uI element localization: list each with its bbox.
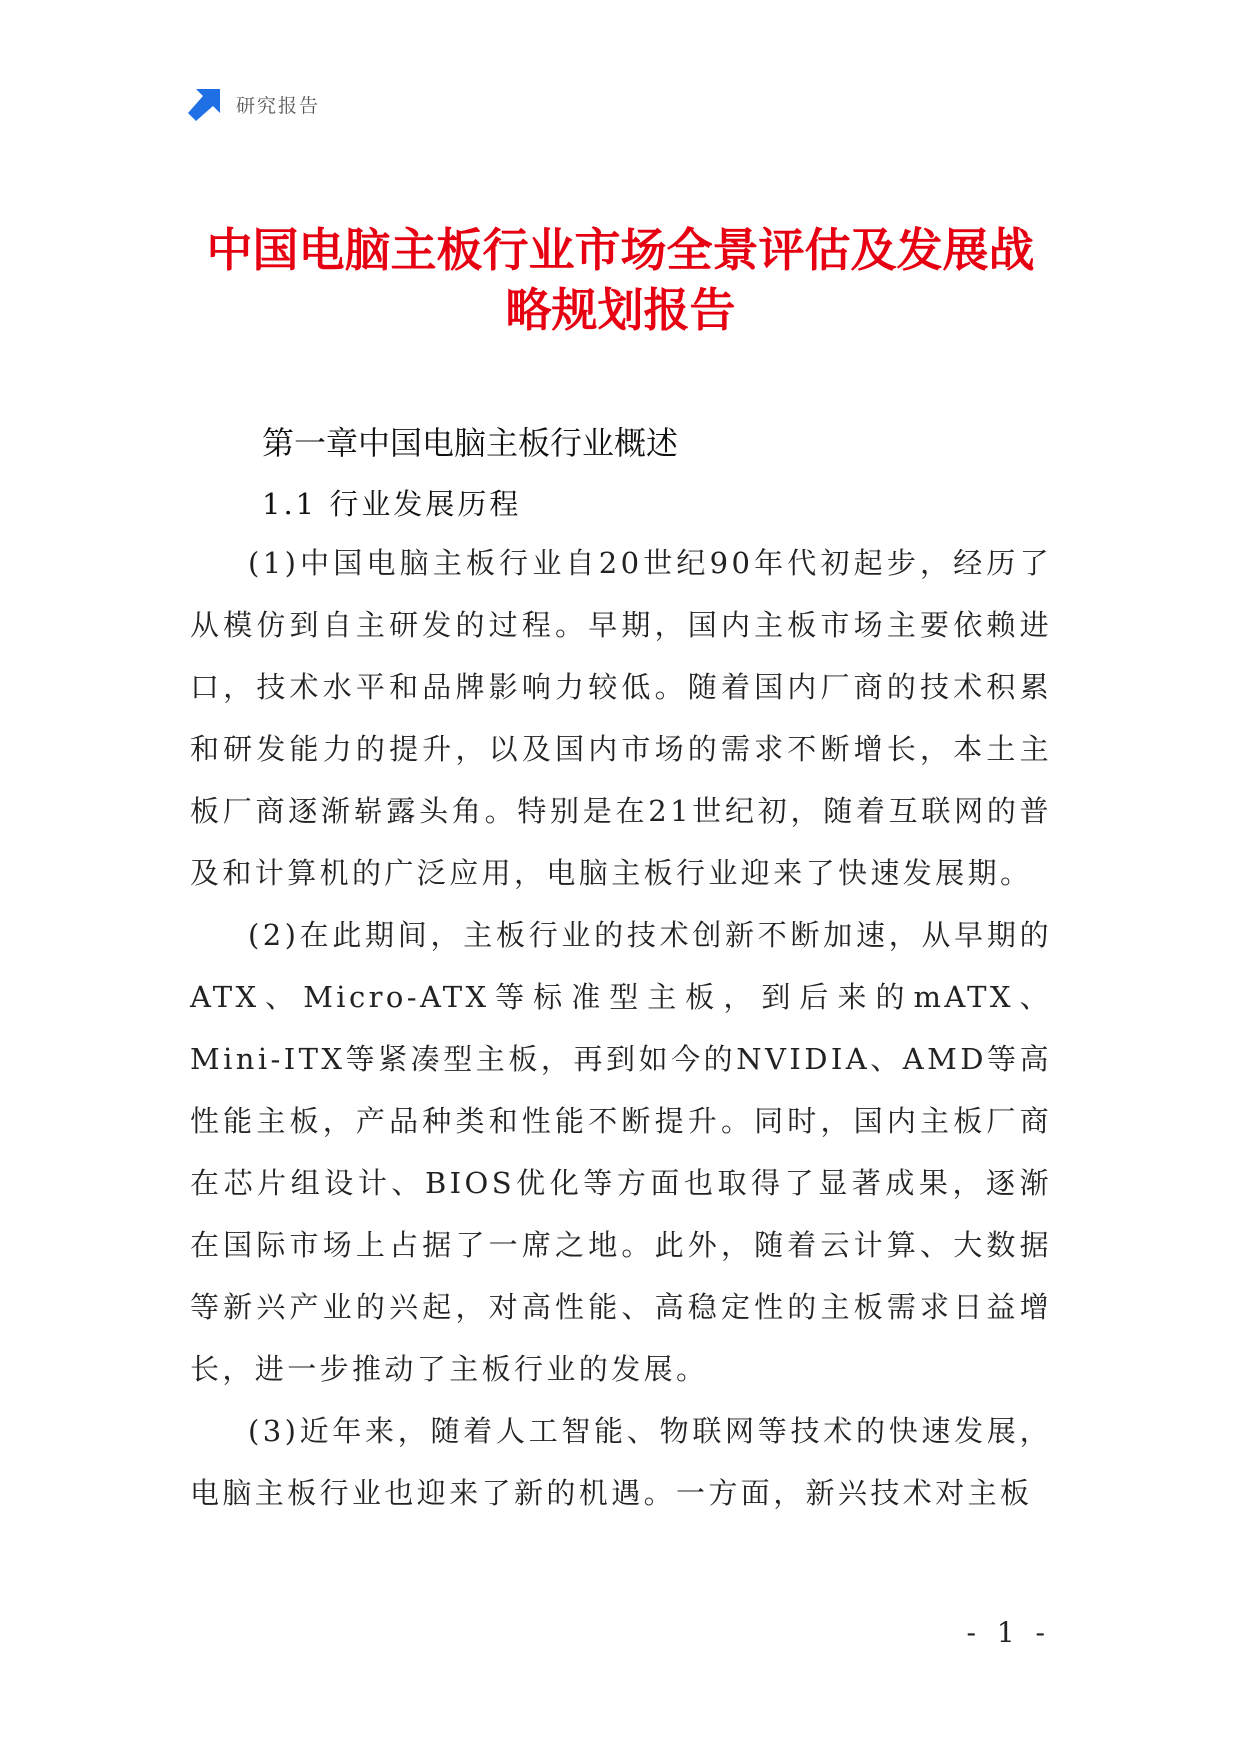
paragraph: (3)近年来，随着人工智能、物联网等技术的快速发展，电脑主板行业也迎来了新的机遇。一方面，新兴技术对主板 xyxy=(190,1414,1052,1510)
paragraph: (2)在此期间，主板行业的技术创新不断加速，从早期的ATX、Micro-ATX等标准型主板，到后来的mATX、Mini-ITX等紧凑型主板，再到如今的NVIDIA、AMD等高性能主板，产品种类和性能不断提升。同时，国内主板厂商在芯片组设计、BIOS优化等方面也取得了显著成果，逐渐在国际市场上占据了一席之地。此外，随着云计算、大数据等新兴产业的兴起，对高性能、高稳定性的主板需求日益增长，进一步推动了主板行业的发展。 xyxy=(190,918,1052,1386)
section-heading: 1.1 行业发展历程 xyxy=(262,487,522,521)
arrow-up-right-icon xyxy=(188,87,222,121)
header-label: 研究报告 xyxy=(236,94,321,117)
chapter-heading: 第一章中国电脑主板行业概述 xyxy=(262,424,679,462)
title-line-1: 中国电脑主板行业市场全景评估及发展战 xyxy=(206,223,1035,277)
body-text xyxy=(190,532,1052,1524)
page-number: - 1 - xyxy=(966,1616,1051,1649)
report-header xyxy=(188,86,320,122)
document-title xyxy=(150,220,1091,340)
title-line-2: 略规划报告 xyxy=(505,283,736,337)
paragraph: (1)中国电脑主板行业自20世纪90年代初起步，经历了从模仿到自主研发的过程。早期，国内主板市场主要依赖进口，技术水平和品牌影响力较低。随着国内厂商的技术积累和研发能力的提升，以及国内市场的需求不断增长，本土主板厂商逐渐崭露头角。特别是在21世纪初，随着互联网的普及和计算机的广泛应用，电脑主板行业迎来了快速发展期。 xyxy=(190,546,1052,890)
